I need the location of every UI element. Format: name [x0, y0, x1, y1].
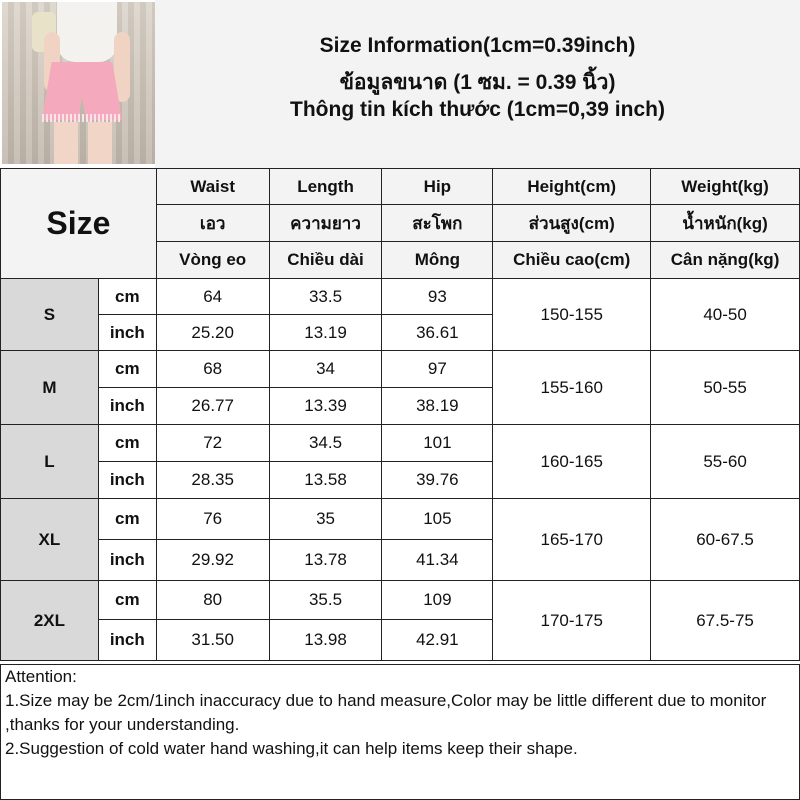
hip-inch-cell: 36.61 [382, 315, 493, 351]
size-label-m: M [1, 351, 99, 425]
length-cm-cell: 34.5 [269, 425, 382, 462]
col-header-weight-th: น้ำหนัก(kg) [651, 205, 800, 242]
length-inch-cell: 13.58 [269, 462, 382, 499]
attention-title: Attention: [5, 667, 77, 686]
size-label-2xl: 2XL [1, 581, 99, 661]
height-cell: 155-160 [493, 351, 651, 425]
unit-inch: inch [98, 315, 156, 351]
unit-cm: cm [98, 499, 156, 540]
waist-cm-cell: 68 [156, 351, 269, 388]
length-cm-cell: 35.5 [269, 581, 382, 620]
attention-note-2: 2.Suggestion of cold water hand washing,it can help items keep their shape. [5, 739, 578, 758]
length-inch-cell: 13.78 [269, 540, 382, 581]
weight-cell: 40-50 [651, 279, 800, 351]
size-label-l: L [1, 425, 99, 499]
length-inch-cell: 13.98 [269, 620, 382, 661]
hip-cm-cell: 101 [382, 425, 493, 462]
waist-cm-cell: 72 [156, 425, 269, 462]
size-row-s-cm [1, 279, 800, 315]
waist-cm-cell: 76 [156, 499, 269, 540]
size-label-xl: XL [1, 499, 99, 581]
hip-inch-cell: 39.76 [382, 462, 493, 499]
unit-inch: inch [98, 388, 156, 425]
unit-inch: inch [98, 620, 156, 661]
length-cm-cell: 35 [269, 499, 382, 540]
col-header-length-th: ความยาว [269, 205, 382, 242]
size-row-l-cm [1, 425, 800, 462]
col-header-height-en: Height(cm) [493, 169, 651, 205]
size-row-2xl-cm [1, 581, 800, 620]
height-cell: 170-175 [493, 581, 651, 661]
waist-inch-cell: 28.35 [156, 462, 269, 499]
size-row-xl-cm [1, 499, 800, 540]
hip-cm-cell: 105 [382, 499, 493, 540]
length-cm-cell: 34 [269, 351, 382, 388]
hip-cm-cell: 97 [382, 351, 493, 388]
waist-cm-cell: 80 [156, 581, 269, 620]
unit-cm: cm [98, 279, 156, 315]
col-header-waist-vi: Vòng eo [156, 242, 269, 279]
col-header-height-th: ส่วนสูง(cm) [493, 205, 651, 242]
col-header-hip-vi: Mông [382, 242, 493, 279]
product-photo [2, 2, 155, 164]
weight-cell: 50-55 [651, 351, 800, 425]
header-title-vi: Thông tin kích thước (1cm=0,39 inch) [290, 98, 665, 121]
col-header-height-vi: Chiều cao(cm) [493, 242, 651, 279]
col-header-hip-en: Hip [382, 169, 493, 205]
size-label-s: S [1, 279, 99, 351]
length-inch-cell: 13.39 [269, 388, 382, 425]
waist-inch-cell: 29.92 [156, 540, 269, 581]
height-cell: 150-155 [493, 279, 651, 351]
header-title-th: ข้อมูลขนาด (1 ซม. = 0.39 นิ้ว) [339, 71, 616, 94]
col-header-weight-en: Weight(kg) [651, 169, 800, 205]
header-row-en [1, 169, 800, 205]
attention-note-1: 1.Size may be 2cm/1inch inaccuracy due to hand measure,Color may be little different due to monitor ,thanks for your understanding. [5, 691, 767, 734]
col-header-weight-vi: Cân nặng(kg) [651, 242, 800, 279]
height-cell: 160-165 [493, 425, 651, 499]
hip-cm-cell: 93 [382, 279, 493, 315]
hip-cm-cell: 109 [382, 581, 493, 620]
height-cell: 165-170 [493, 499, 651, 581]
unit-cm: cm [98, 425, 156, 462]
col-header-waist-th: เอว [156, 205, 269, 242]
size-column-header: Size [1, 169, 157, 279]
col-header-length-en: Length [269, 169, 382, 205]
header-title-en: Size Information(1cm=0.39inch) [319, 34, 636, 57]
hip-inch-cell: 41.34 [382, 540, 493, 581]
length-cm-cell: 33.5 [269, 279, 382, 315]
size-chart-table [0, 168, 800, 661]
weight-cell: 60-67.5 [651, 499, 800, 581]
unit-inch: inch [98, 462, 156, 499]
hip-inch-cell: 42.91 [382, 620, 493, 661]
waist-inch-cell: 31.50 [156, 620, 269, 661]
col-header-hip-th: สะโพก [382, 205, 493, 242]
size-info-header [155, 0, 800, 168]
size-row-m-cm [1, 351, 800, 388]
waist-inch-cell: 26.77 [156, 388, 269, 425]
col-header-waist-en: Waist [156, 169, 269, 205]
attention-notes [0, 664, 800, 800]
hip-inch-cell: 38.19 [382, 388, 493, 425]
length-inch-cell: 13.19 [269, 315, 382, 351]
waist-inch-cell: 25.20 [156, 315, 269, 351]
weight-cell: 67.5-75 [651, 581, 800, 661]
col-header-length-vi: Chiều dài [269, 242, 382, 279]
unit-inch: inch [98, 540, 156, 581]
waist-cm-cell: 64 [156, 279, 269, 315]
unit-cm: cm [98, 581, 156, 620]
weight-cell: 55-60 [651, 425, 800, 499]
unit-cm: cm [98, 351, 156, 388]
